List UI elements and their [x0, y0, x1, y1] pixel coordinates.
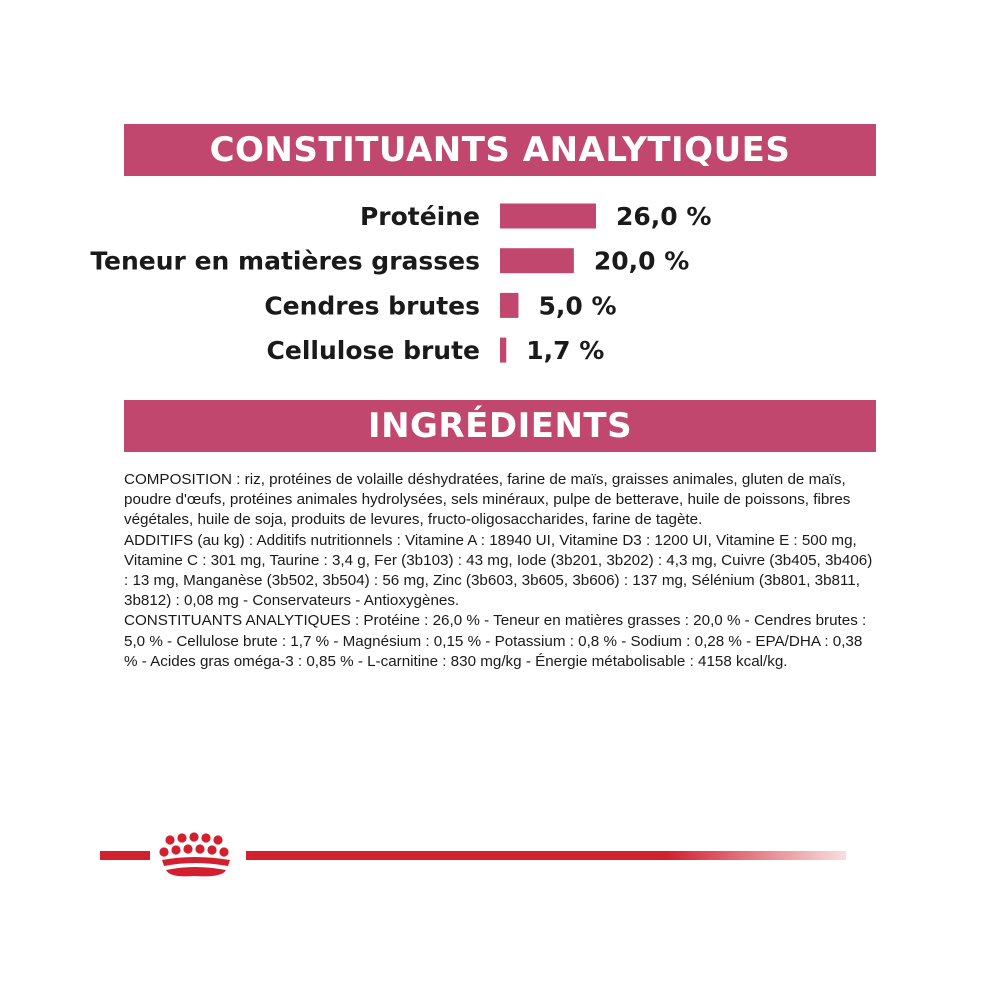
- additives-paragraph: ADDITIFS (au kg) : Additifs nutritionnels : Vitamine A : 18940 UI, Vitamine D3 : 1200 UI, Vitamine E : 500 mg, Vitamine C : 301 mg, Taurine : 3,4 g, Fer (3b103) : 43 mg, Iode (3b201, 3b202) : 4,3 mg, Cuivre (3b405, 3b406) : 13 mg, Manganèse (3b502, 3b504) : 56 mg, Zinc (3b603, 3b605, 3b606) : 137 mg, Sélénium (3b801, 3b811, 3b812) : 0,08 mg - Conservateurs - Antioxygènes.: [124, 531, 873, 610]
- analytics-bar-chart: [0, 180, 1000, 380]
- value-bar: [500, 248, 574, 273]
- value-label: 5,0 %: [538, 291, 617, 321]
- value-label: 1,7 %: [526, 336, 605, 366]
- brand-footer: [100, 828, 860, 878]
- value-label: 20,0 %: [593, 246, 690, 276]
- value-bar: [500, 204, 596, 229]
- category-label: Protéine: [359, 202, 480, 231]
- value-label: 26,0 %: [616, 202, 712, 231]
- value-bar: [500, 338, 506, 363]
- analytical-constituents-paragraph: CONSTITUANTS ANALYTIQUES : Protéine : 26,0 % - Teneur en matières grasses : 20,0 % - Cendres brutes : 5,0 % - Cellulose brute : 1,7 % - Magnésium : 0,15 % - Potassium : 0,8 % - Sodium : 0,28 % - EPA/DHA : 0,38 % - Acides gras oméga-3 : 0,85 % - L-carnitine : 830 mg/kg - Énergie métabolisable : 4158 kcal/kg.: [124, 612, 867, 670]
- analytics-section-title: CONSTITUANTS ANALYTIQUES: [209, 130, 791, 170]
- analytics-section-header: [124, 124, 876, 176]
- ingredients-section-header: [124, 400, 876, 452]
- crown-icon: [156, 832, 240, 880]
- composition-text: [124, 470, 876, 672]
- category-label: Teneur en matières grasses: [90, 246, 480, 276]
- category-label: Cendres brutes: [264, 291, 480, 321]
- ingredients-section-title: INGRÉDIENTS: [367, 406, 633, 446]
- value-bar: [500, 293, 518, 318]
- footer-rule-left: [100, 851, 150, 860]
- category-label: Cellulose brute: [266, 336, 480, 366]
- composition-paragraph: COMPOSITION : riz, protéines de volaille déshydratées, farine de maïs, graisses animales, gluten de maïs, poudre d'œufs, protéines animales hydrolysées, sels minéraux, pulpe de betterave, huile de poissons, fibres végétales, huile de soja, produits de levures, fructo-oligosaccharides, farine de tagète.: [124, 471, 851, 529]
- footer-rule-right: [246, 851, 846, 860]
